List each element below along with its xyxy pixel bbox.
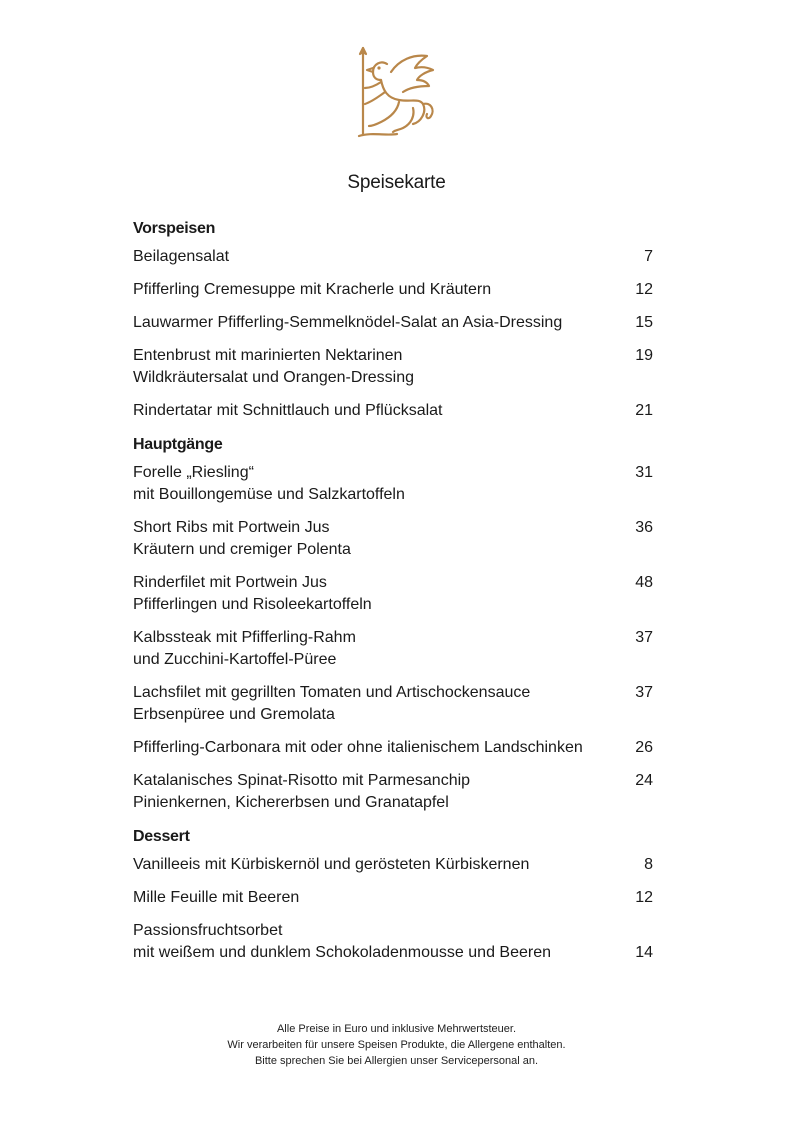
section-heading: Vorspeisen (133, 220, 216, 237)
menu-item-price: 36 (635, 519, 653, 536)
menu-item-line: Kalbssteak mit Pfifferling-Rahm (133, 629, 356, 646)
menu-item-description (133, 920, 551, 964)
menu-item (133, 246, 653, 268)
menu-item (133, 517, 653, 561)
menu-item (133, 345, 653, 389)
menu-item-line: Rindertatar mit Schnittlauch und Pflücksalat (133, 402, 443, 419)
menu-item (133, 400, 653, 422)
menu-item-price: 12 (635, 281, 653, 298)
menu-item-line: mit Bouillongemüse und Salzkartoffeln (133, 486, 405, 503)
menu-item-description (133, 246, 229, 268)
menu-item-description (133, 572, 372, 616)
menu-item-line: Lachsfilet mit gegrillten Tomaten und Artischockensauce (133, 684, 531, 701)
menu-item-price: 31 (635, 464, 653, 481)
menu-item (133, 462, 653, 506)
menu-item-description (133, 737, 583, 759)
footer-line: Wir verarbeiten für unsere Speisen Produkte, die Allergene enthalten. (227, 1039, 566, 1051)
menu-item (133, 737, 653, 759)
menu-item-line: Erbsenpüree und Gremolata (133, 706, 335, 723)
menu-item-line: mit weißem und dunklem Schokoladenmousse und Beeren (133, 944, 552, 961)
menu-item-description (133, 770, 470, 814)
menu-item (133, 920, 653, 964)
menu-item (133, 770, 653, 814)
section-heading: Hauptgänge (133, 436, 223, 453)
menu-item-description (133, 682, 530, 726)
menu-item-line: Forelle „Riesling“ (133, 464, 254, 481)
menu-item-line: Pfifferling-Carbonara mit oder ohne italienischem Landschinken (133, 739, 583, 756)
menu-item-description (133, 854, 529, 876)
menu-item-price: 37 (635, 629, 653, 646)
menu-item-line: Lauwarmer Pfifferling-Semmelknödel-Salat an Asia-Dressing (133, 314, 563, 331)
menu-item-description (133, 517, 351, 561)
menu-item (133, 627, 653, 671)
griffin-logo-icon (347, 42, 439, 142)
menu-item-line: Pfifferling Cremesuppe mit Kracherle und Kräutern (133, 281, 492, 298)
menu-item-price: 21 (635, 402, 653, 419)
footer-line: Bitte sprechen Sie bei Allergien unser Servicepersonal an. (254, 1055, 539, 1067)
menu-item (133, 279, 653, 301)
menu-item-line: Passionsfruchtsorbet (133, 922, 283, 939)
page-title: Speisekarte (347, 172, 446, 193)
menu-item-price: 14 (635, 944, 653, 961)
menu-item-price: 37 (635, 684, 653, 701)
menu-item-line: Pfifferlingen und Risoleekartoffeln (133, 596, 372, 613)
menu-item-price: 12 (635, 889, 653, 906)
menu-item (133, 572, 653, 616)
menu-item-price: 7 (644, 248, 653, 265)
menu-item-line: Wildkräutersalat und Orangen-Dressing (133, 369, 415, 386)
menu-item-price: 26 (635, 739, 653, 756)
menu-item-line: Vanilleeis mit Kürbiskernöl und gerösteten Kürbiskernen (133, 856, 530, 873)
menu-item-description (133, 462, 405, 506)
menu-item-line: Short Ribs mit Portwein Jus (133, 519, 330, 536)
menu-item-price: 8 (644, 856, 653, 873)
menu-item (133, 312, 653, 334)
menu-item-description (133, 627, 356, 671)
menu-item-line: Pinienkernen, Kichererbsen und Granatapfel (133, 794, 449, 811)
menu-item-description (133, 345, 414, 389)
menu-item-price: 19 (635, 347, 653, 364)
menu-item-description (133, 887, 299, 909)
menu-item-line: Kräutern und cremiger Polenta (133, 541, 351, 558)
footer-line: Alle Preise in Euro und inklusive Mehrwertsteuer. (276, 1023, 517, 1035)
menu-item-line: und Zucchini-Kartoffel-Püree (133, 651, 337, 668)
menu-item-description (133, 279, 491, 301)
menu-item (133, 887, 653, 909)
menu-item-line: Mille Feuille mit Beeren (133, 889, 300, 906)
menu-item (133, 854, 653, 876)
menu-item-line: Entenbrust mit marinierten Nektarinen (133, 347, 403, 364)
menu-item-line: Beilagensalat (133, 248, 230, 265)
menu-item-price: 24 (635, 772, 653, 789)
menu-item-description (133, 400, 442, 422)
menu-item-line: Katalanisches Spinat-Risotto mit Parmesanchip (133, 772, 471, 789)
menu-item-description (133, 312, 562, 334)
menu-item-price: 15 (635, 314, 653, 331)
menu-item (133, 682, 653, 726)
menu-item-line: Rinderfilet mit Portwein Jus (133, 574, 327, 591)
menu-item-price: 48 (635, 574, 653, 591)
section-heading: Dessert (133, 828, 190, 845)
footer-notes (0, 1021, 793, 1069)
menu (133, 218, 653, 975)
